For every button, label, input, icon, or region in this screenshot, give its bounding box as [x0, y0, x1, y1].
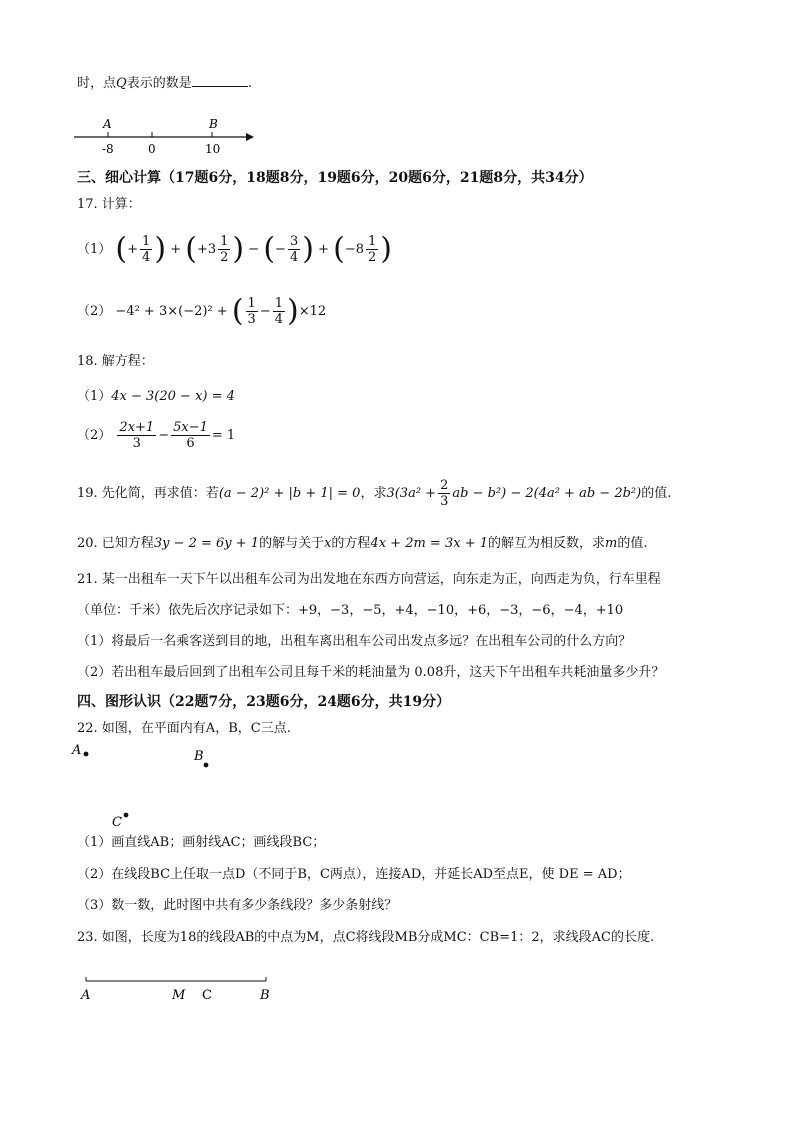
q22-title: 22. 如图，在平面内有A，B，C三点. [77, 721, 291, 736]
q16-end: . [247, 76, 252, 91]
q23-title: 23. 如图，长度为18的线段AB的中点为M，点C将线段MB分成MC：CB=1：2，求线段AC的长度. [77, 930, 655, 945]
q17-part1: （1） (+ $\frac{1}{4}$ ) + (+3 $\frac{1}{2}$ ) − (− $\frac{3}{4}$ ) + (−8 $\frac{1}{2}$ ) [77, 231, 393, 267]
q19-post: 的值. [641, 486, 672, 501]
segment-figure [76, 968, 286, 1008]
point-a-label: A [81, 988, 91, 1003]
three-points-figure [70, 738, 230, 830]
section-3-heading: 三、细心计算（17题6分，18题8分，19题6分，20题6分，21题8分，共34分） [77, 170, 593, 186]
frac-num: 1 [274, 296, 283, 311]
point-b-label: B [260, 988, 270, 1003]
point-c-dot [124, 813, 129, 818]
frac-den: 6 [186, 436, 195, 451]
operator: − [259, 304, 271, 319]
q18-part2 [77, 420, 235, 451]
point-c-label: C [112, 815, 122, 830]
frac-num: 5x−1 [173, 420, 208, 435]
q21-part1: （1）将最后一名乘客送到目的地，出租车离出租车公司出发点多远？在出租车公司的什么方向？ [77, 634, 632, 649]
frac-den: 3 [247, 312, 256, 327]
q20-mid-2: 的方程 [331, 536, 371, 551]
q19-mid: ，求 [360, 486, 387, 501]
q19 [77, 478, 671, 509]
operator: − [158, 428, 170, 443]
part-number: （2） [77, 428, 112, 443]
tick-label-zero: 0 [148, 142, 156, 156]
part-number: （1） [77, 242, 112, 257]
q21-line-1: 21. 某一出租车一天下午以出租车公司为出发地在东西方向营运，向东走为正，向西走为负，行车里程 [77, 572, 661, 587]
q19-pre: 19. 先化简，再求值：若 [77, 486, 219, 501]
frac-den: 4 [142, 250, 151, 265]
term-sign: − [275, 242, 286, 257]
q19-expr-1: 3(3a² + [386, 486, 437, 501]
q18-title: 18. 解方程： [77, 354, 154, 369]
operator: + [318, 242, 329, 257]
operator: − [248, 242, 260, 257]
frac-den: 2 [368, 250, 377, 265]
q16-var: Q [116, 76, 127, 91]
q20-post: 的值. [617, 536, 648, 551]
tick-label-b: 10 [205, 142, 221, 156]
frac-den: 2 [220, 250, 229, 265]
frac-num: 2x+1 [119, 420, 155, 435]
q20-equation-2: 4x + 2m = 3x + 1 [370, 536, 488, 551]
point-a-label: A [72, 743, 82, 758]
part-number: （1） [77, 389, 112, 404]
q22-part3: （3）数一数，此时图中共有多少条线段？多少条射线？ [77, 898, 398, 913]
equation-tail: = 1 [211, 428, 236, 443]
q20-mid-1: 的解与关于 [259, 536, 325, 551]
frac-den: 3 [132, 436, 141, 451]
point-a-dot [84, 752, 89, 757]
expression: −4² + 3×(−2)² + [115, 304, 228, 319]
frac-num: 3 [289, 234, 299, 249]
q16-post: 表示的数是 [126, 76, 192, 91]
frac-num: 2 [440, 478, 449, 493]
point-a-label: A [103, 117, 112, 131]
term-int: +3 [196, 242, 217, 257]
q18-part1 [77, 388, 235, 406]
point-c-label: C [202, 988, 212, 1003]
point-m-label: M [172, 988, 186, 1003]
q19-condition: (a − 2)² + |b + 1| = 0 [218, 486, 361, 501]
q20-equation-1: 3y − 2 = 6y + 1 [153, 536, 260, 551]
operator: + [170, 242, 182, 257]
q16-pre: 时，点 [77, 76, 117, 91]
frac-num: 1 [368, 234, 377, 249]
q17-part2: （2） −4² + 3×(−2)² + ( $\frac{1}{3}$ − $\frac{1}{4}$ )×12 [77, 293, 327, 329]
section-4-heading: 四、图形认识（22题7分，23题6分，24题6分，共19分） [77, 694, 451, 710]
q20-var: x [324, 536, 332, 551]
term-int: −8 [344, 242, 365, 257]
frac-den: 3 [440, 494, 449, 509]
frac-den: 4 [274, 312, 283, 327]
q16-tail [77, 74, 252, 93]
frac-num: 1 [220, 234, 229, 249]
q21-part2: （2）若出租车最后回到了出租车公司且每千米的耗油量为 0.08升，这天下午出租车共耗油量多少升？ [77, 665, 665, 680]
point-b-label: B [209, 117, 218, 131]
frac-num: 1 [142, 234, 151, 249]
q20-mid-3: 的解互为相反数，求 [487, 536, 605, 551]
number-line-figure [70, 112, 260, 160]
term-sign: + [127, 242, 139, 257]
q17-title: 17. 计算： [77, 197, 141, 212]
answer-blank[interactable] [192, 74, 248, 87]
q20-pre: 20. 已知方程 [77, 536, 154, 551]
expression-tail: ×12 [298, 304, 327, 319]
frac-den: 4 [289, 250, 299, 265]
tick-label-a: -8 [102, 142, 114, 156]
q21-line-2: （单位：千米）依先后次序记录如下：+9，−3，−5，+4，−10，+6，−3，−6，−4，+10 [77, 603, 624, 618]
q19-expr-2: ab − b²) − 2(4a² + ab − 2b²) [452, 486, 642, 501]
q22-part2: （2）在线段BC上任取一点D（不同于B，C两点），连接AD，并延长AD至点E，使 DE = AD； [77, 867, 631, 882]
q20-var-2: m [605, 536, 618, 551]
point-b-label: B [194, 749, 204, 764]
part-number: （2） [77, 304, 112, 319]
equation: 4x − 3(20 − x) = 4 [111, 389, 235, 404]
q20 [77, 535, 647, 553]
q22-part1: （1）画直线AB；画射线AC；画线段BC； [77, 835, 326, 850]
frac-num: 1 [247, 296, 256, 311]
point-b-dot [204, 763, 209, 768]
